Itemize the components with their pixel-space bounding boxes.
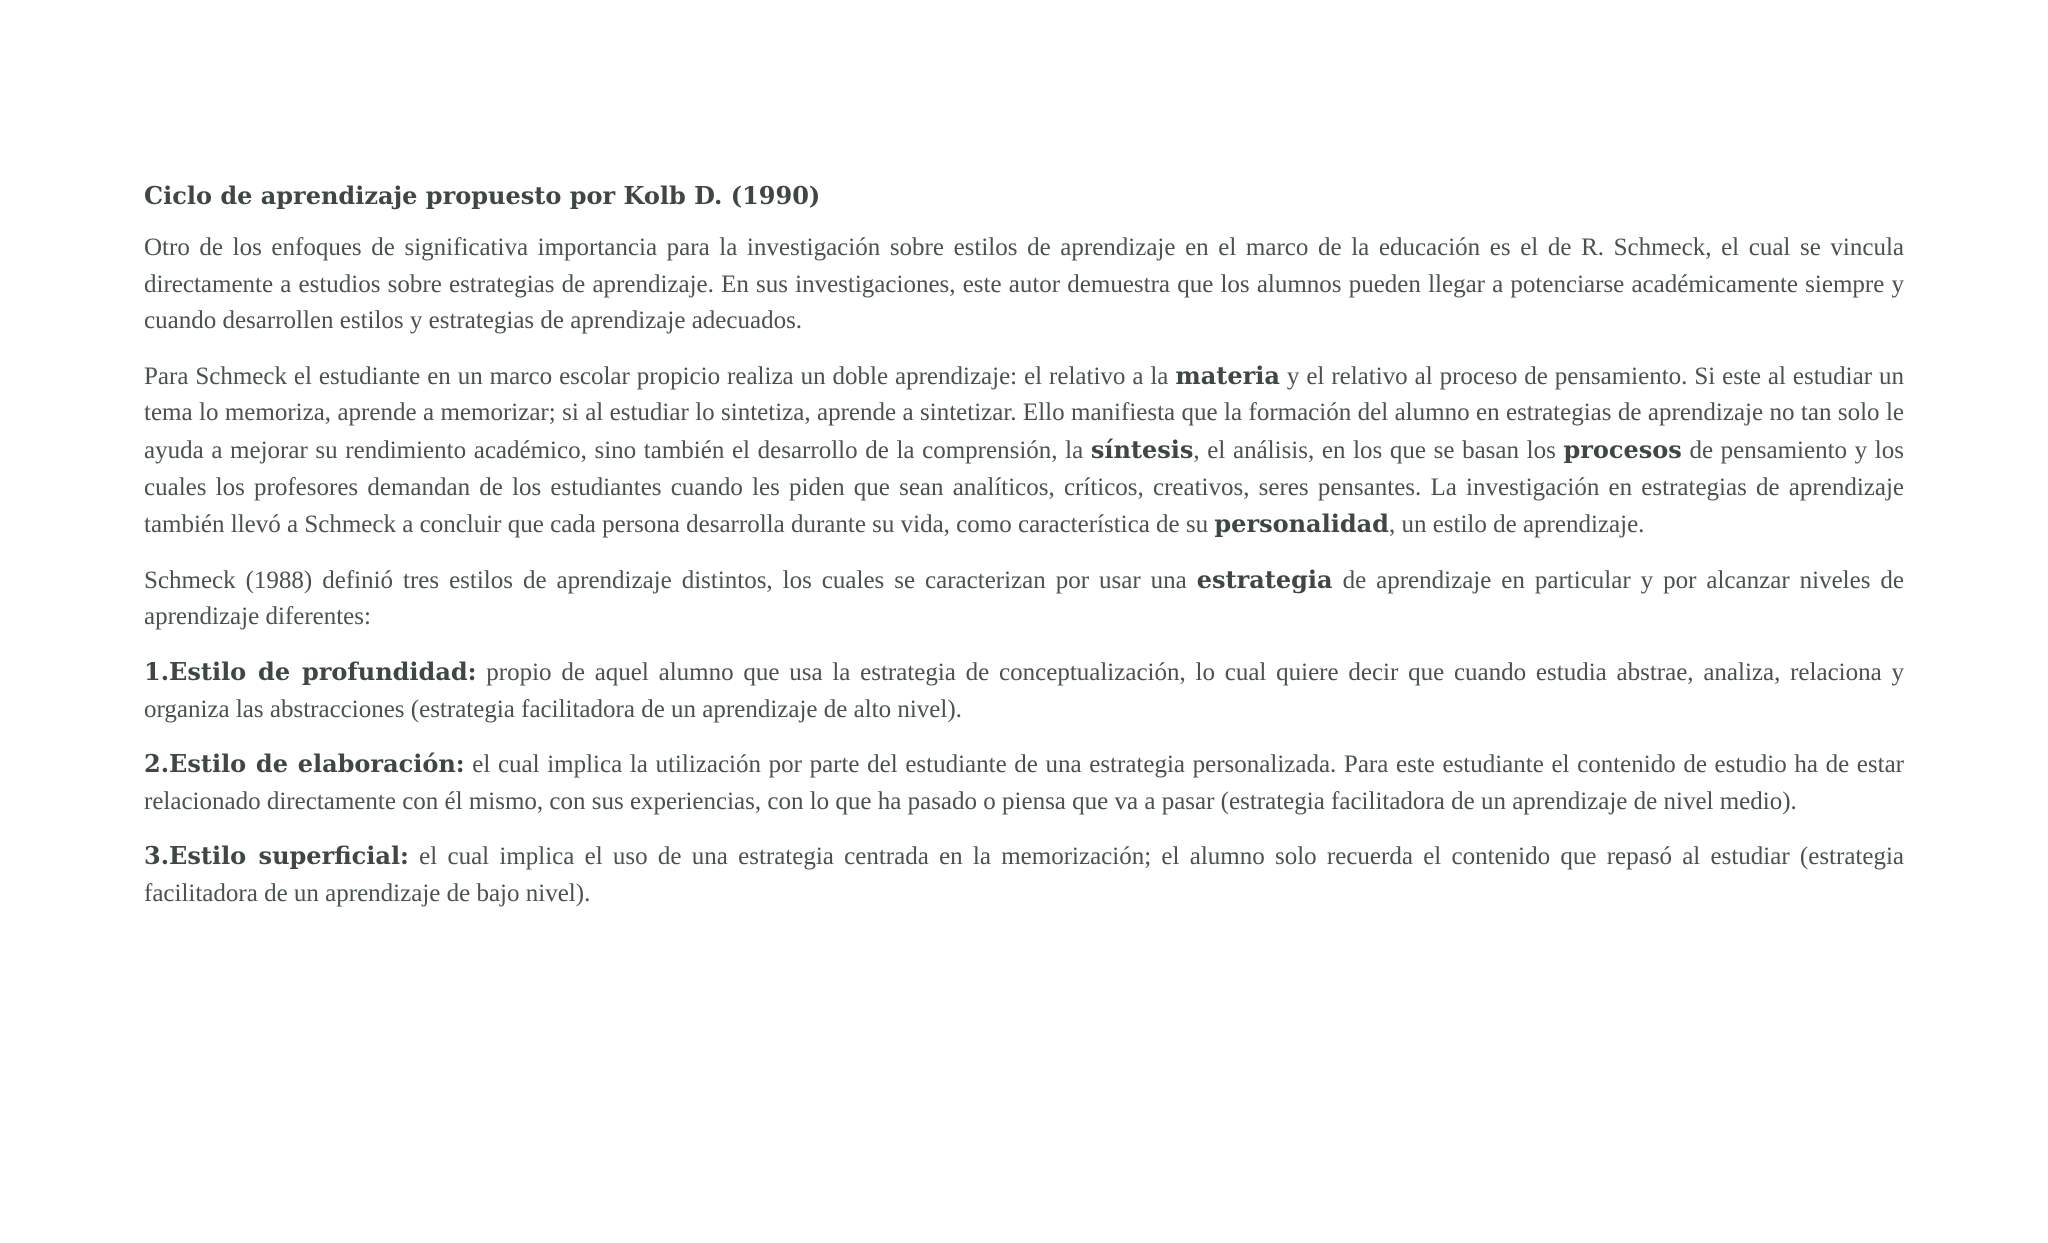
document-title: Ciclo de aprendizaje propuesto por Kolb D. (1990) xyxy=(144,181,821,210)
keyword-sintesis: síntesis xyxy=(1090,434,1194,464)
style-label: 3.Estilo superficial: xyxy=(144,841,409,871)
style-label: 2.Estilo de elaboración: xyxy=(144,749,465,779)
keyword-personalidad: personalidad xyxy=(1214,509,1389,539)
keyword-procesos: procesos xyxy=(1563,434,1682,464)
document-page xyxy=(144,178,1904,931)
style-label: 1.Estilo de profundidad: xyxy=(144,656,477,686)
keyword-estrategia: estrategia xyxy=(1196,564,1333,594)
style-item-elaboration: 2.Estilo de elaboración: el cual implica la utilización por parte del estudiante de una estrategia personalizada. Para este estudiante el contenido de estudio ha de estar relacionado directamente con él mismo, con sus experiencias, con lo que ha pasado o piensa que va a pasar (estrategia facilitadora de un aprendizaje de nivel medio). xyxy=(144,749,1905,815)
keyword-materia: materia xyxy=(1175,360,1280,390)
style-item-superficial: 3.Estilo superficial: el cual implica el uso de una estrategia centrada en la memorización; el alumno solo recuerda el contenido que repasó al estudiar (estrategia facilitadora de un aprendizaje de bajo nivel). xyxy=(144,841,1905,907)
paragraph-three-styles: Schmeck (1988) definió tres estilos de aprendizaje distintos, los cuales se caracterizan por usar una estrategia de aprendizaje en particular y por alcanzar niveles de aprendizaje diferentes: xyxy=(144,564,1905,631)
paragraph-schmeck-learning: Para Schmeck el estudiante en un marco escolar propicio realiza un doble aprendizaje: el relativo a la materia y el relativo al proceso de pensamiento. Si este al estudiar un tema lo memoriza, aprende a memorizar; si al estudiar lo sintetiza, aprende a sintetizar. Ello manifiesta que la formación del alumno en estrategias de aprendizaje no tan solo le ayuda a mejorar su rendimiento académico, sino también el desarrollo de la comprensión, la síntesis, el análisis, en los que se basan los procesos de pensamiento y los cuales los profesores demandan de los estudiantes cuando les piden que sean analíticos, críticos, creativos, seres pensantes. La investigación en estrategias de aprendizaje también llevó a Schmeck a concluir que cada persona desarrolla durante su vida, como característica de su personalidad, un estilo de aprendizaje. xyxy=(144,360,1904,539)
paragraph-intro: Otro de los enfoques de significativa importancia para la investigación sobre estilos de aprendizaje en el marco de la educación es el de R. Schmeck, el cual se vincula directamente a estudios sobre estrategias de aprendizaje. En sus investigaciones, este autor demuestra que los alumnos pueden llegar a potenciarse académicamente siempre y cuando desarrollen estilos y estrategias de aprendizaje adecuados. xyxy=(144,234,1904,335)
style-item-depth: 1.Estilo de profundidad: propio de aquel alumno que usa la estrategia de conceptualización, lo cual quiere decir que cuando estudia abstrae, analiza, relaciona y organiza las abstracciones (estrategia facilitadora de un aprendizaje de alto nivel). xyxy=(144,656,1904,723)
